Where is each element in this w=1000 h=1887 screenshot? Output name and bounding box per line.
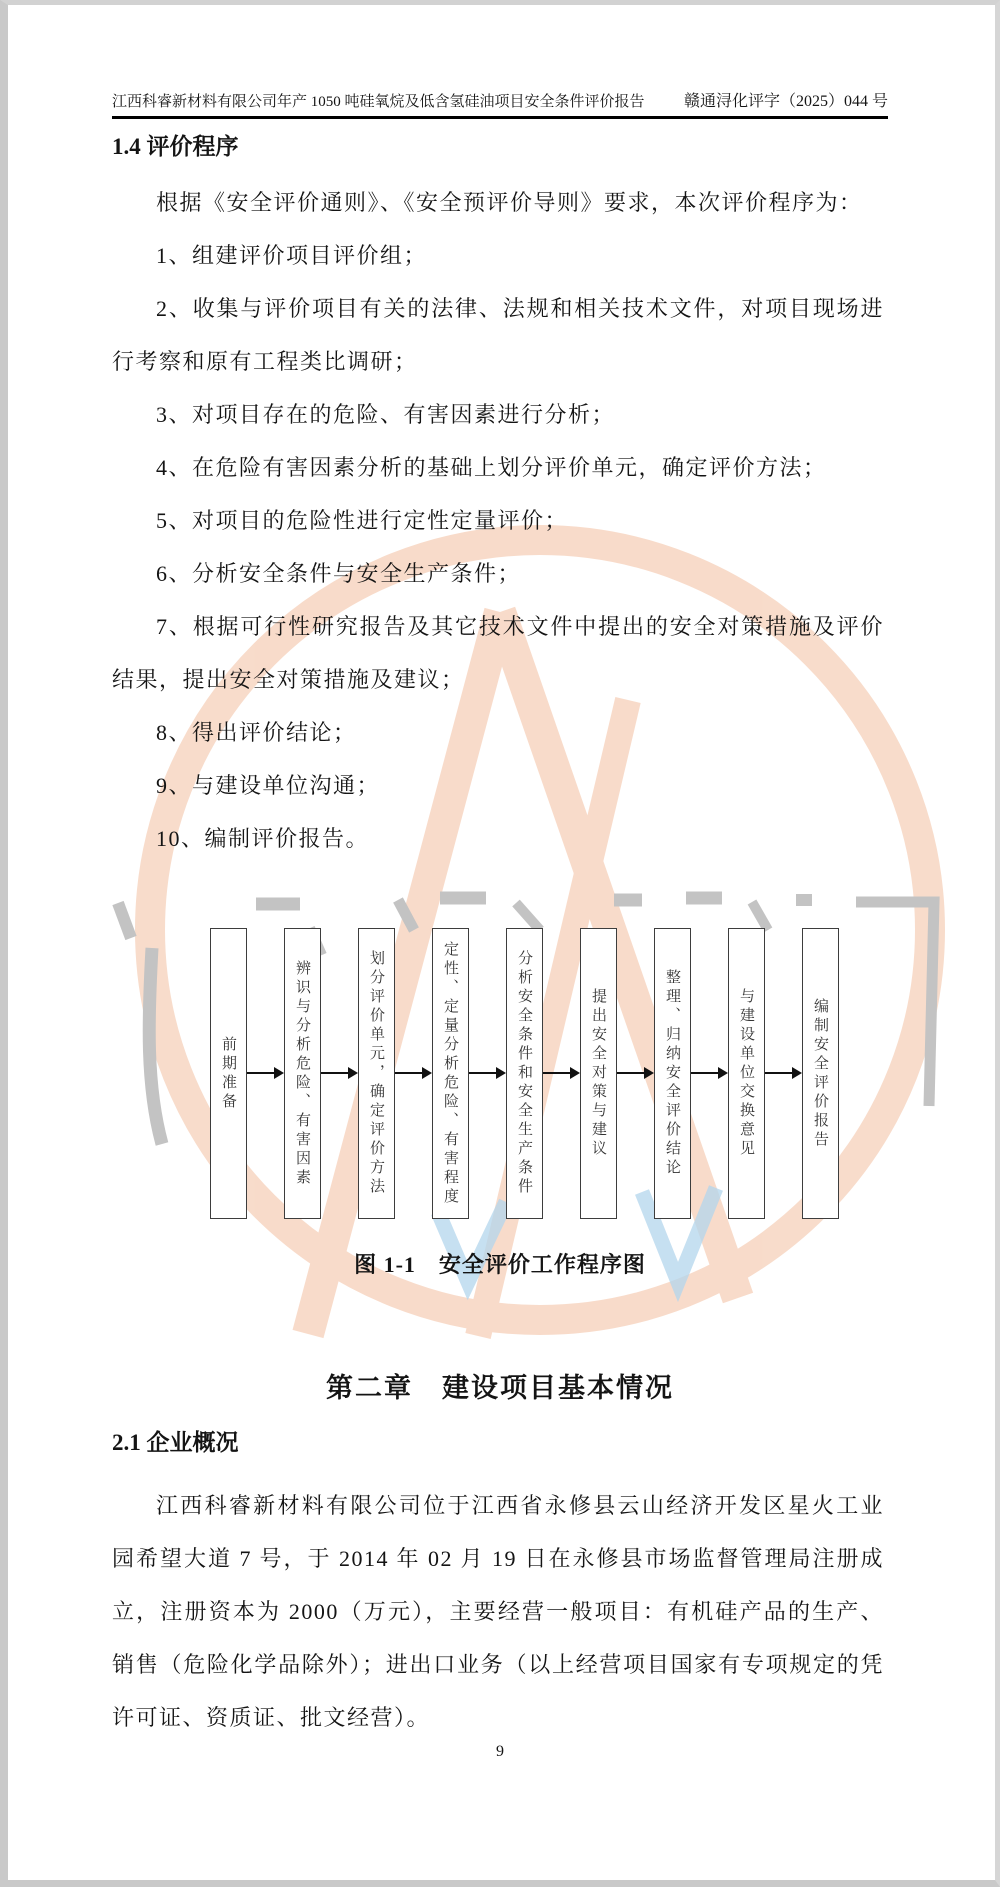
flow-step-box: 提出安全对策与建议: [580, 928, 617, 1219]
procedure-step: 6、分析安全条件与安全生产条件；: [156, 561, 522, 586]
procedure-step: 2、收集与评价项目有关的法律、法规和相关技术文件，对项目现场进行考察和原有工程类比调研；: [112, 296, 884, 374]
flow-arrow-icon: [247, 928, 284, 1220]
flowchart: [210, 928, 839, 1220]
flow-arrow-icon: [691, 928, 728, 1220]
procedure-step: 7、根据可行性研究报告及其它技术文件中提出的安全对策措施及评价结果，提出安全对策措施及建议；: [112, 614, 884, 692]
procedure-step: 8、得出评价结论；: [156, 720, 357, 745]
company-paragraph: 江西科睿新材料有限公司位于江西省永修县云山经济开发区星火工业园希望大道 7 号，于 2014 年 02 月 19 日在永修县市场监督管理局注册成立，注册资本为 2000（万元），主要经营一般项目：有机硅产品的生产、销售（危险化学品除外）；进出口业务（以上经营项目国家有专项规定的凭许可证、资质证、批文经营）。: [112, 1493, 884, 1730]
section-1-4: [112, 130, 884, 865]
header-title: 江西科睿新材料有限公司年产 1050 吨硅氧烷及低含氢硅油项目安全条件评价报告: [112, 94, 645, 110]
flow-arrow-icon: [617, 928, 654, 1220]
flow-arrow-icon: [543, 928, 580, 1220]
flow-arrow-icon: [321, 928, 358, 1220]
flow-arrow-icon: [395, 928, 432, 1220]
flow-arrow-icon: [469, 928, 506, 1220]
flow-step-box: 编制安全评价报告: [802, 928, 839, 1219]
flow-step-box: 划分评价单元，确定评价方法: [358, 928, 395, 1219]
section-heading-1-4: 1.4 评价程序: [112, 134, 239, 159]
section-heading-2-1: 2.1 企业概况: [112, 1430, 239, 1455]
flow-step-box: 整理、归纳安全评价结论: [654, 928, 691, 1219]
flow-step-box: 前期准备: [210, 928, 247, 1219]
flow-arrow-icon: [765, 928, 802, 1220]
header-doc-number: 赣通浔化评字（2025）044 号: [683, 93, 888, 110]
procedure-step: 1、组建评价项目评价组；: [156, 243, 428, 268]
intro-paragraph: 根据《安全评价通则》、《安全预评价导则》要求，本次评价程序为：: [156, 190, 863, 215]
page-number: 9: [496, 1743, 504, 1760]
flow-step-box: 与建设单位交换意见: [728, 928, 765, 1219]
procedure-step: 3、对项目存在的危险、有害因素进行分析；: [156, 402, 616, 427]
procedure-step: 9、与建设单位沟通；: [156, 773, 381, 798]
report-header: [112, 88, 888, 119]
chapter-title: 第二章 建设项目基本情况: [326, 1373, 674, 1403]
procedure-step: 4、在危险有害因素分析的基础上划分评价单元，确定评价方法；: [156, 455, 827, 480]
flow-step-box: 分析安全条件和安全生产条件: [506, 928, 543, 1219]
figure-caption: 图 1-1 安全评价工作程序图: [354, 1252, 646, 1277]
procedure-step: 10、编制评价报告。: [156, 826, 370, 851]
procedure-step: 5、对项目的危险性进行定性定量评价；: [156, 508, 569, 533]
flow-step-box: 辨识与分析危险、有害因素: [284, 928, 321, 1219]
flow-step-box: 定性、定量分析危险、有害程度: [432, 928, 469, 1219]
